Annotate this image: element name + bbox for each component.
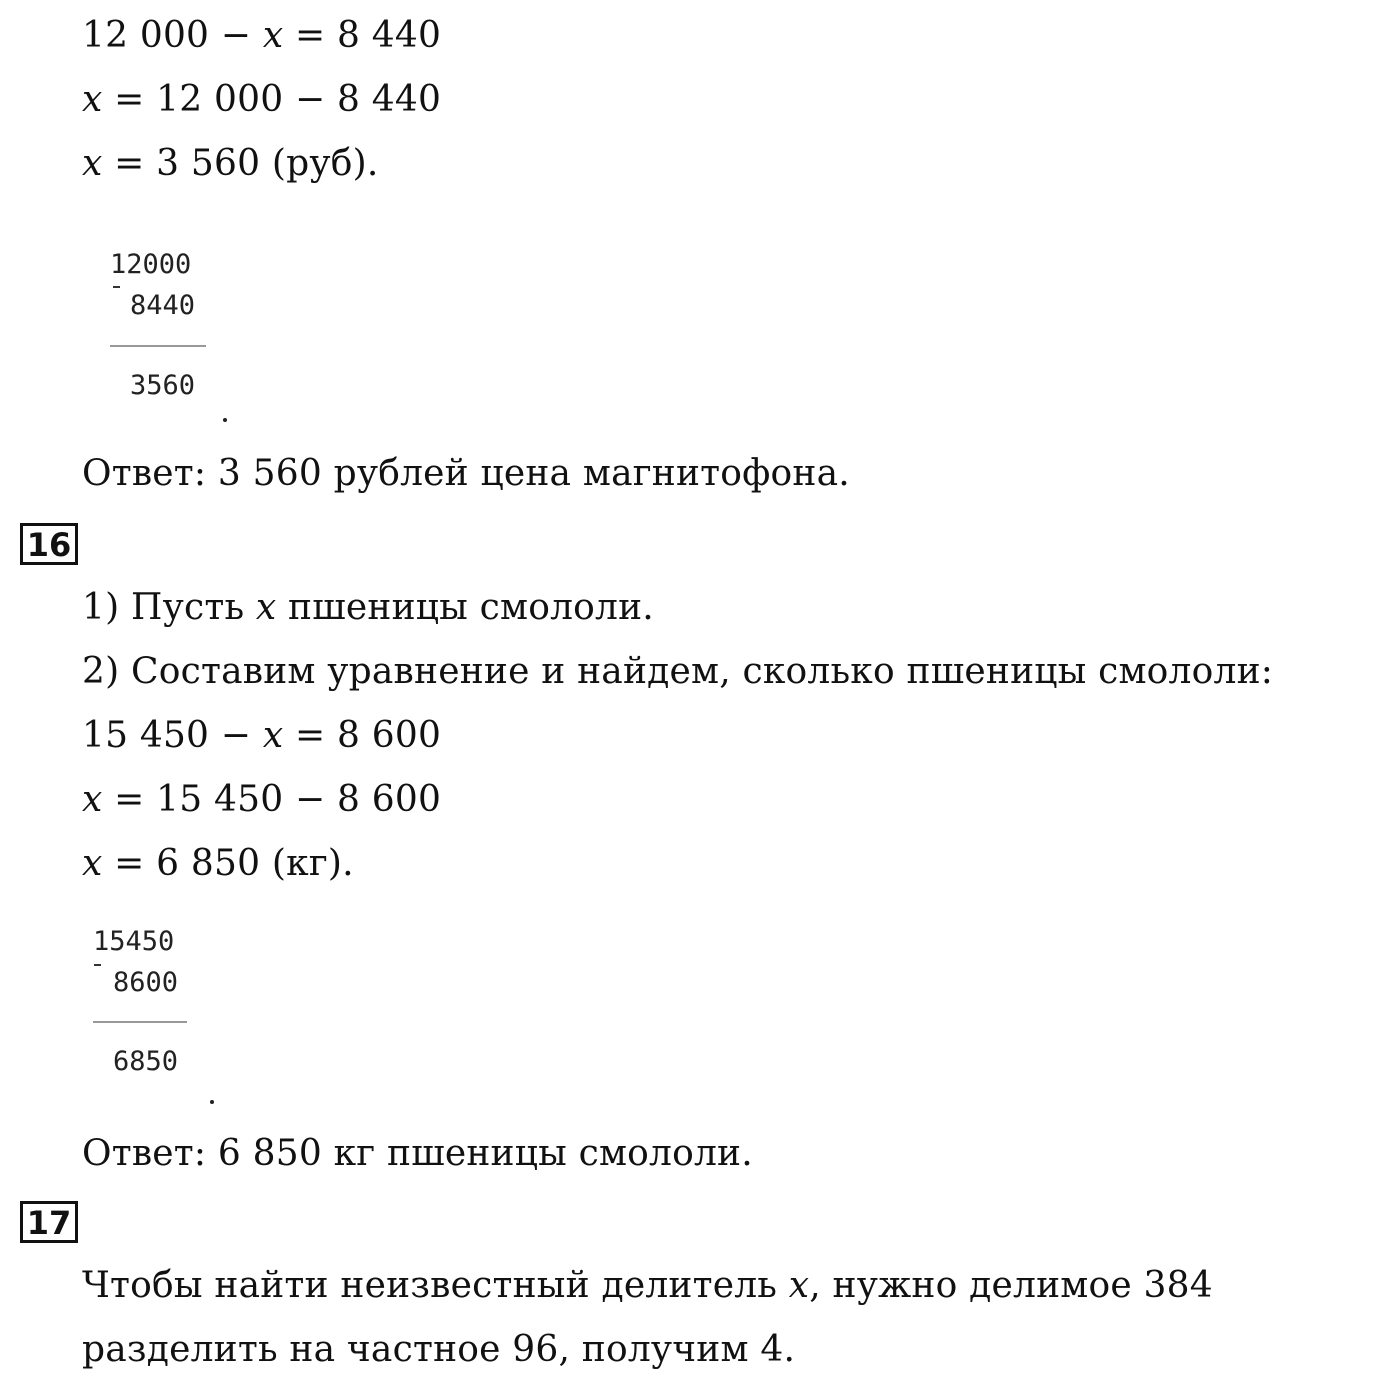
equation-part: 12 000 −: [82, 15, 263, 56]
subtrahend: 8600: [113, 967, 179, 998]
variable-x: x: [262, 15, 284, 56]
equation-line: [82, 844, 354, 884]
difference: 3560: [130, 370, 196, 401]
equation-part: = 8 440: [283, 15, 442, 56]
solution-step: [82, 588, 654, 628]
result-line: [110, 345, 206, 347]
equation-line: [82, 16, 441, 56]
variable-x: x: [82, 779, 103, 820]
equation-part: 15 450 −: [82, 715, 263, 756]
equation-part: = 12 000 − 8 440: [102, 79, 442, 120]
variable-x: x: [788, 1265, 810, 1306]
answer-text: Ответ: 6 850 кг пшеницы смололи.: [82, 1133, 753, 1174]
column-subtraction: [93, 927, 223, 1107]
equation-line: [82, 80, 441, 120]
task-number: 17: [20, 1201, 78, 1243]
task-number: 16: [20, 523, 78, 565]
subtrahend: 8440: [130, 290, 196, 321]
minuend: 12000: [110, 249, 192, 280]
solution-text: [82, 1266, 1213, 1306]
equation-part: = 3 560 (руб).: [102, 143, 379, 184]
variable-x: x: [82, 143, 103, 184]
variable-x: x: [262, 715, 284, 756]
result-line: [93, 1021, 187, 1023]
minuend: 15450: [93, 926, 175, 957]
text-part: Чтобы найти неизвестный делитель: [82, 1265, 789, 1306]
equation-part: = 6 850 (кг).: [102, 843, 354, 884]
minus-sign: [113, 286, 120, 288]
column-subtraction: [110, 250, 240, 430]
difference: 6850: [113, 1046, 179, 1077]
answer-text: Ответ: 3 560 рублей цена магнитофона.: [82, 453, 850, 494]
solution-step: 2) Составим уравнение и найдем, сколько пшеницы смололи:: [82, 651, 1274, 692]
equation-line: [82, 780, 441, 820]
variable-x: x: [82, 843, 103, 884]
equation-line: [82, 144, 379, 184]
solution-text: разделить на частное 96, получим 4.: [82, 1329, 796, 1370]
period-dot: [210, 1100, 214, 1104]
step-text: 1) Пусть: [82, 587, 256, 628]
equation-line: [82, 716, 441, 756]
equation-part: = 15 450 − 8 600: [102, 779, 442, 820]
variable-x: x: [82, 79, 103, 120]
equation-part: = 8 600: [283, 715, 442, 756]
period-dot: [223, 418, 227, 422]
step-text: пшеницы смололи.: [276, 587, 654, 628]
minus-sign: [94, 964, 101, 966]
variable-x: x: [255, 587, 277, 628]
text-part: , нужно делимое 384: [809, 1265, 1213, 1306]
